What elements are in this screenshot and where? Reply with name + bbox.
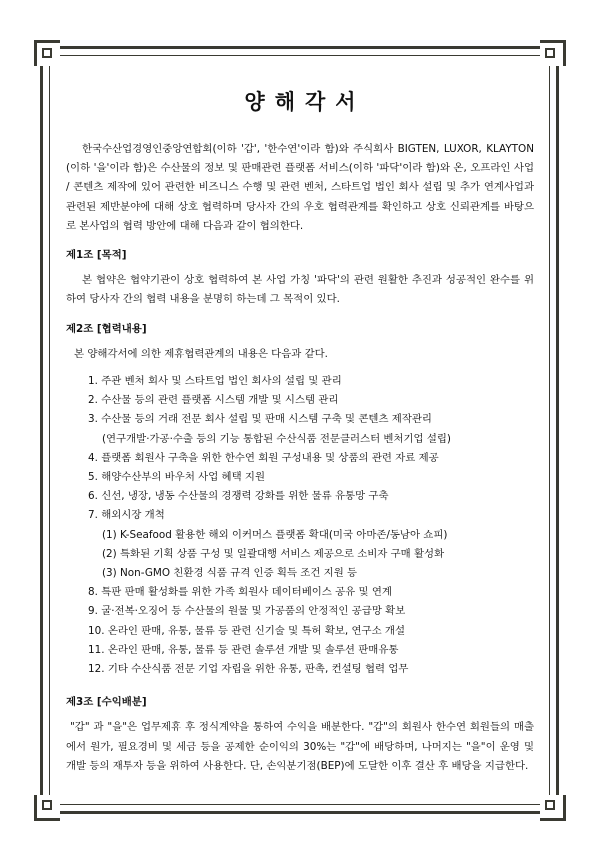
corner-ornament-top-right (540, 40, 566, 66)
corner-ornament-top-left (34, 40, 60, 66)
list-item: 10. 온라인 판매, 유통, 물류 등 관련 신기술 및 특허 확보, 연구소 개설 (88, 624, 405, 637)
intro-paragraph: 한국수산업경영인중앙연합회(이하 '갑', '한수연'이라 함)와 주식회사 BIGTEN, LUXOR, KLAYTON (이하 '을'이라 함)은 수산물의 정보 및 판매관련 플랫폼 서비스(이하 '파닥'이라 함)와 온, 오프라인 사업 / 콘텐츠 제작에 있어 관련한 비즈니스 수행 및 관련 벤처, 스타트업 법인 회사 설립 및 추가 연계사업과 관련된 제반분야에 대해 상호 협력하며 당사자 간의 우호 협력관계를 확인하고 상호 신뢰관계를 바탕으로 본사업의 협력 방안에 대해 다음과 같이 협의한다. (66, 143, 534, 232)
list-item: 8. 특판 판매 활성화를 위한 가족 회원사 데이터베이스 공유 및 연계 (88, 586, 392, 599)
corner-ornament-bottom-left (34, 795, 60, 821)
list-subitem: (3) Non-GMO 친환경 식품 규격 인증 획득 조건 지원 등 (102, 567, 358, 580)
list-item: 1. 주관 벤처 회사 및 스타트업 법인 회사의 설립 및 관리 (88, 375, 342, 388)
article3-body: "갑" 과 "을"은 업무제휴 후 정식계약을 통하여 수익을 배분한다. "갑"의 회원사 한수연 회원들의 매출에서 원가, 필요경비 및 세금 등을 공제한 순이익의 30%는 "갑"에 배당하며, 나머지는 "을"이 운영 및 개발 등의 재투자 등을 위하여 사용한다. 단, 손익분기점(BEP)에 도달한 이후 결산 후 배당을 지급한다. (66, 721, 534, 772)
article3-heading: 제3조 [수익배분] (66, 696, 147, 709)
article1-body: 본 협약은 협약기관이 상호 협력하여 본 사업 가칭 '파닥'의 관련 원활한 추진과 성공적인 완수를 위하여 당사자 간의 협력 내용을 분명히 하는데 그 목적이 있다. (66, 274, 534, 306)
list-item: 7. 해외시장 개척 (88, 509, 165, 522)
list-item: 5. 해양수산부의 바우처 사업 혜택 지원 (88, 471, 265, 484)
list-subitem: (1) K-Seafood 활용한 해외 이커머스 플랫폼 확대(미국 아마존/동남아 쇼피) (102, 528, 448, 541)
list-item: 2. 수산물 등의 관련 플랫폼 시스템 개발 및 시스템 관리 (88, 394, 339, 407)
document-title: 양해각서 (244, 90, 366, 114)
list-item: 4. 플랫폼 회원사 구축을 위한 한수연 회원 구성내용 및 상품의 관련 자료 제공 (88, 451, 439, 464)
article2-heading: 제2조 [협력내용] (66, 322, 147, 335)
list-item: 3. 수산물 등의 거래 전문 회사 설립 및 판매 시스템 구축 및 콘텐츠 제작관리 (88, 413, 432, 426)
list-item-note: (연구개발·가공·수출 등의 기능 통합된 수산식품 전문클러스터 벤처기업 설립) (102, 432, 451, 445)
list-subitem: (2) 특화된 기획 상품 구성 및 일괄대행 서비스 제공으로 소비자 구매 활성화 (102, 547, 445, 560)
article1-heading: 제1조 [목적] (66, 249, 127, 262)
cooperation-list (66, 372, 534, 679)
article2-lead: 본 양해각서에 의한 제휴협력관계의 내용은 다음과 같다. (74, 347, 328, 360)
list-item: 12. 기타 수산식품 전문 기업 자립을 위한 유통, 판촉, 컨설팅 협력 업무 (88, 663, 409, 676)
list-item: 11. 온라인 판매, 유통, 물류 등 관련 솔루션 개발 및 솔루션 판매유통 (88, 643, 399, 656)
corner-ornament-bottom-right (540, 795, 566, 821)
list-item: 6. 신선, 냉장, 냉동 수산물의 경쟁력 강화를 위한 물류 유통망 구축 (88, 490, 389, 503)
document-body (66, 88, 534, 776)
list-item: 9. 굴·전복·오징어 등 수산물의 원물 및 가공품의 안정적인 공급망 확보 (88, 605, 406, 618)
